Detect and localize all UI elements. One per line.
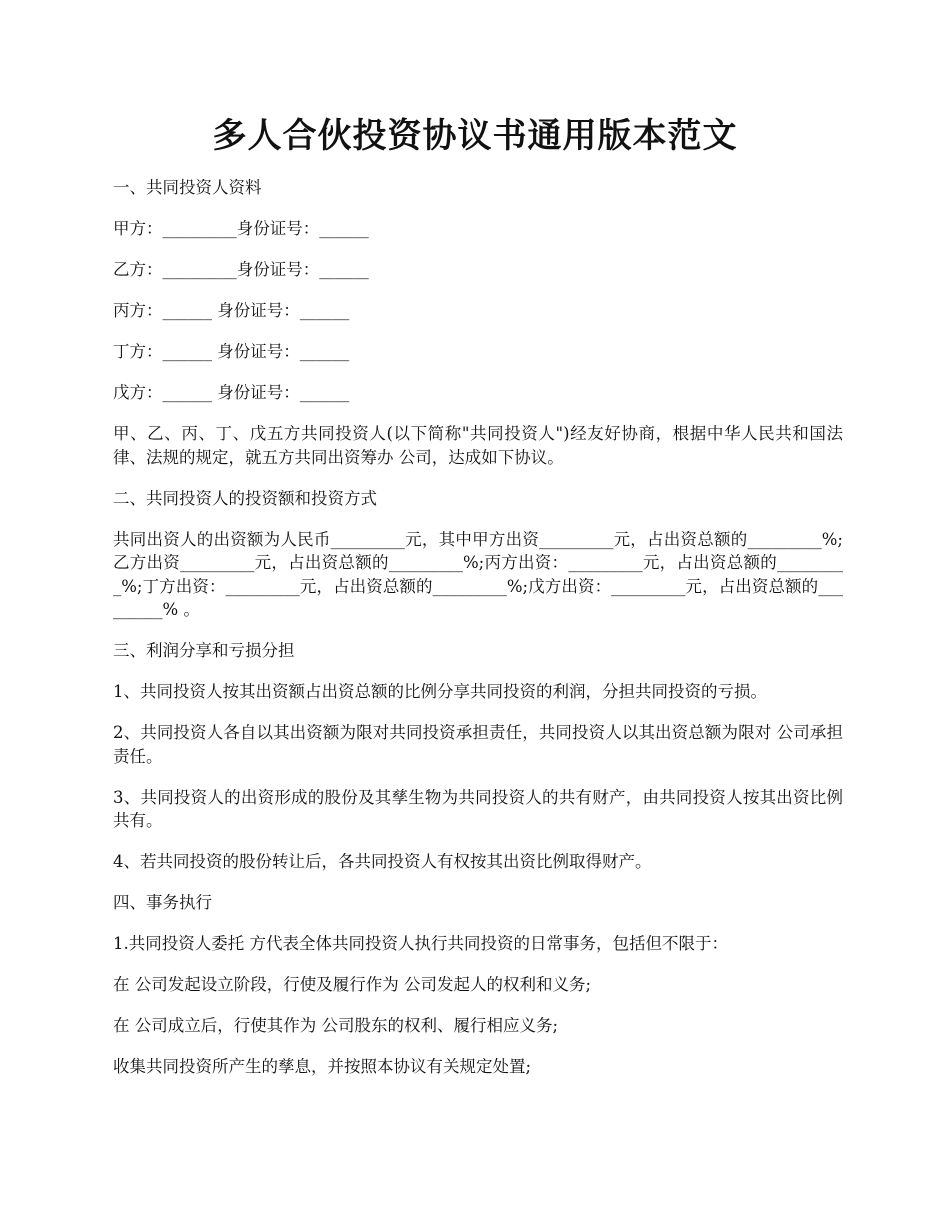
execution-clause-1: 1.共同投资人委托 方代表全体共同投资人执行共同投资的日常事务，包括但不限于： bbox=[113, 934, 728, 953]
execution-item-1: 在 公司发起设立阶段，行使及履行作为 公司发起人的权利和义务; bbox=[113, 975, 592, 994]
party-d-line: 丁方：______ 身份证号：______ bbox=[113, 342, 350, 361]
party-e-line: 戊方：______ 身份证号：______ bbox=[113, 383, 350, 402]
profit-clause-1: 1、共同投资人按其出资额占出资总额的比例分享共同投资的利润，分担共同投资的亏损。 bbox=[113, 682, 767, 701]
document-body bbox=[113, 176, 843, 1096]
preamble-paragraph: 甲、乙、丙、丁、戊五方共同投资人(以下简称"共同投资人")经友好协商，根据中华人民共和国法律、法规的规定，就五方共同出资筹办 公司，达成如下协议。 bbox=[113, 424, 843, 467]
document-title: 多人合伙投资协议书通用版本范文 bbox=[212, 116, 738, 156]
profit-clause-3: 3、共同投资人的出资形成的股份及其孳生物为共同投资人的共有财产，由共同投资人按其出资比例共有。 bbox=[113, 787, 843, 830]
party-c-line: 丙方：______ 身份证号：______ bbox=[113, 301, 350, 320]
investment-amount-paragraph: 共同出资人的出资额为人民币_________元，其中甲方出资_________元，占出资总额的_________%;乙方出资_________元，占出资总额的_________%;丙方出资：_________元，占出资总额的_________%;丁方出资：_________元，占出资总额的_________%;戊方出资：_________元，占出资总额的_________% 。 bbox=[113, 529, 843, 619]
execution-item-3: 收集共同投资所产生的孳息，并按照本协议有关规定处置; bbox=[113, 1057, 532, 1076]
party-a-line: 甲方：_________身份证号：______ bbox=[113, 219, 369, 238]
section-heading-2: 二、共同投资人的投资额和投资方式 bbox=[113, 488, 377, 508]
profit-clause-2: 2、共同投资人各自以其出资额为限对共同投资承担责任，共同投资人以其出资总额为限对 公司承担责任。 bbox=[113, 723, 843, 766]
execution-item-2: 在 公司成立后，行使其作为 公司股东的权利、履行相应义务; bbox=[113, 1016, 559, 1035]
section-heading-3: 三、利润分享和亏损分担 bbox=[113, 641, 295, 660]
profit-clause-4: 4、若共同投资的股份转让后，各共同投资人有权按其出资比例取得财产。 bbox=[113, 852, 652, 871]
section-heading-4: 四、事务执行 bbox=[113, 893, 212, 912]
party-b-line: 乙方：_________身份证号：______ bbox=[113, 260, 369, 279]
section-heading-1: 一、共同投资人资料 bbox=[113, 178, 262, 197]
